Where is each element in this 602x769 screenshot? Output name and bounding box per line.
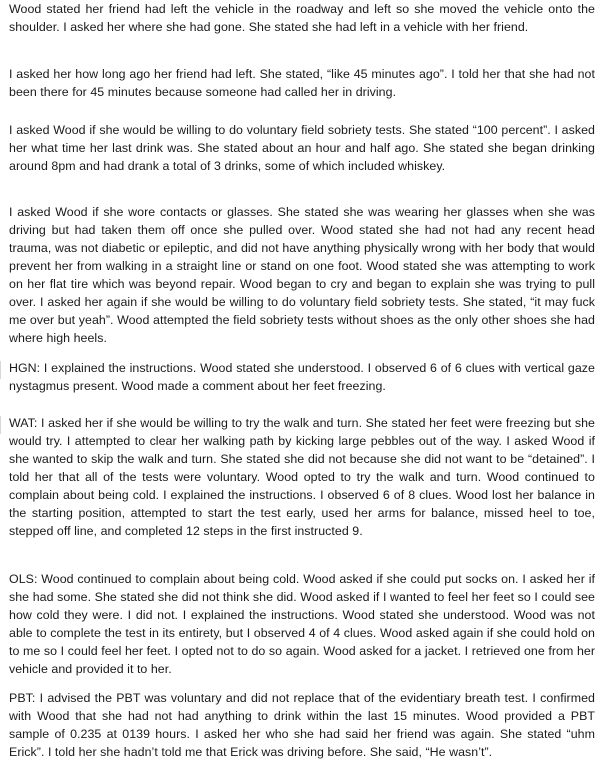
margin-mark <box>0 361 1 379</box>
margin-mark <box>0 416 1 434</box>
paragraph-wat: WAT: I asked her if she would be willing to try the walk and turn. She stated her feet were freezing but she would try. I attempted to clear her walking path by kicking large pebbles out of the way. I asked Wood if she wanted to skip the walk and turn. She stated she did not because she did not want to be “detained”. I told her that all of the tests were voluntary. Wood opted to try the walk and turn. Wood continued to complain about being cold. I explained the instructions. I observed 6 of 8 clues. Wood lost her balance in the starting position, attempted to start the test early, used her arms for balance, missed heel to toe, stepped off line, and completed 12 steps in the first instructed 9. <box>9 416 595 538</box>
paragraph-how-long-ago: I asked her how long ago her friend had left. She stated, “like 45 minutes ago”. I told her that she had not been there for 45 minutes because someone had called her in driving. <box>9 67 595 99</box>
paragraph-contacts-glasses: I asked Wood if she wore contacts or glasses. She stated she was wearing her glasses when she was driving but had taken them off once she pulled over. Wood stated she had not had any recent head trauma, was not diabetic or epileptic, and did not have anything physically wrong with her body that would prevent her from walking in a straight line or stand on one foot. Wood stated she was attempting to work on her flat tire which was beyond repair. Wood began to cry and began to explain she was trying to pull over. I asked her again if she would be willing to do voluntary field sobriety tests. She stated, “it may fuck me over but yeah”. Wood attempted the field sobriety tests without shoes as the only other shoes she had where high heels. <box>9 205 595 345</box>
paragraph-hgn: HGN: I explained the instructions. Wood stated she understood. I observed 6 of 6 clues with vertical gaze nystagmus present. Wood made a comment about her feet freezing. <box>9 361 595 393</box>
paragraph-friend-left-vehicle: Wood stated her friend had left the vehicle in the roadway and left so she moved the vehicle onto the shoulder. I asked her where she had gone. She stated she had left in a vehicle with her friend. <box>9 2 595 34</box>
paragraph-voluntary-tests-drinks: I asked Wood if she would be willing to do voluntary field sobriety tests. She stated “100 percent”. I asked her what time her last drink was. She stated about an hour and half ago. She stated she began drinking around 8pm and had drank a total of 3 drinks, some of which included whiskey. <box>9 123 595 173</box>
paragraph-ols: OLS: Wood continued to complain about being cold. Wood asked if she could put socks on. I asked her if she had some. She stated she did not think she did. Wood asked if I wanted to feel her feet so I could see how cold they were. I did not. I explained the instructions. Wood stated she understood. Wood was not able to complete the test in its entirety, but I observed 4 of 4 clues. Wood asked again if she could hold on to me so I could feel her feet. I opted not to do so again. Wood asked for a jacket. I retrieved one from her vehicle and provided it to her. <box>9 572 595 676</box>
paragraph-pbt: PBT: I advised the PBT was voluntary and did not replace that of the evidentiary breath test. I confirmed with Wood that she had not had anything to drink within the last 15 minutes. Wood provided a PBT sample of 0.235 at 0139 hours. I asked her who she had said her friend was again. She stated “uhm Erick”. I told her she hadn’t told me that Erick was driving before. She said, “He wasn’t”. <box>9 691 595 759</box>
